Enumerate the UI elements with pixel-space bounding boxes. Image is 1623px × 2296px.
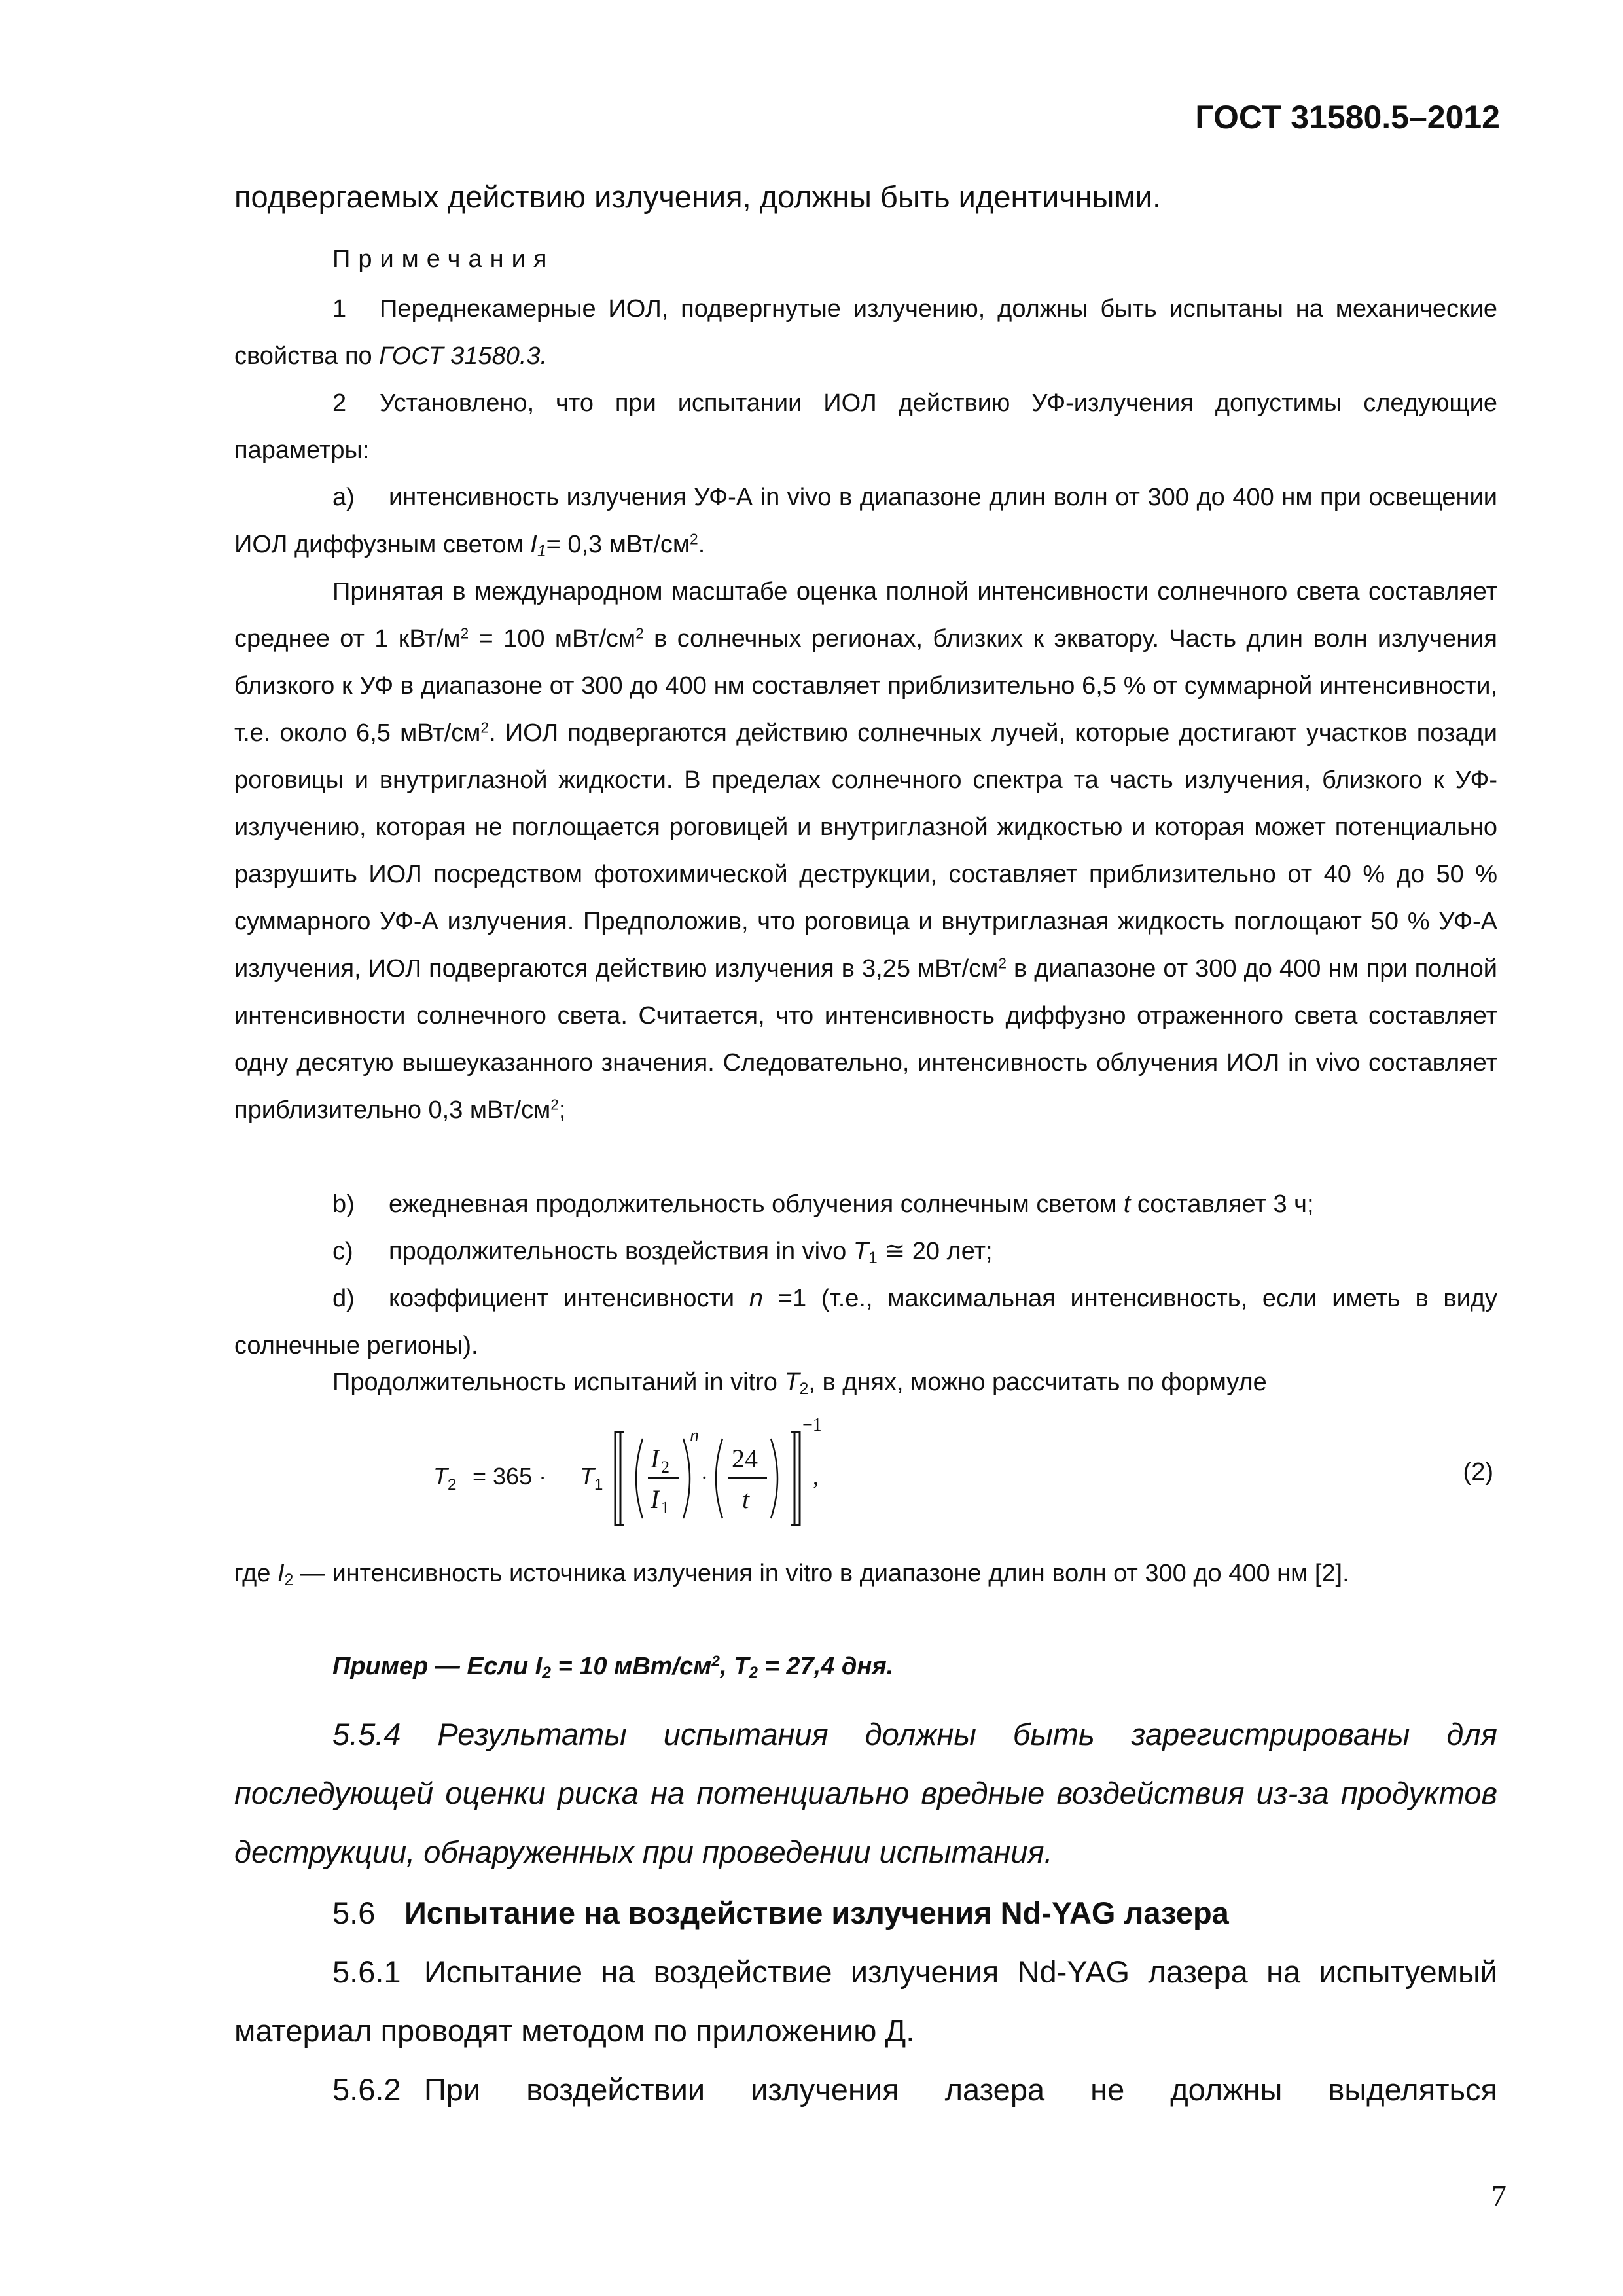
text-run: в диапазоне от 300 до 400 нм при полной интенсивности солнечного света. Считается, что интенсивность диффузно отраженного света составляет одну десятую вышеуказанного значения. Следовательно, интенсивность облучения ИОЛ in vivo составляет приблизительно 0,3 мВт/см xyxy=(234,955,1498,1124)
formula-lhs-symbol: T xyxy=(433,1463,448,1490)
formula-t1-symbol: T xyxy=(580,1463,594,1490)
formula-equals-constant: = 365 · xyxy=(473,1463,547,1490)
where-lead: где xyxy=(234,1560,278,1587)
fraction-denominator-symbol: I xyxy=(651,1484,660,1514)
clause-number: 5.6.2 xyxy=(332,2072,401,2107)
symbol-subscript: 2 xyxy=(799,1380,809,1399)
section-title: Испытание на воздействие излучения Nd-YAG лазера xyxy=(404,1895,1229,1930)
list-item-c-text: продолжительность воздействия in vivo xyxy=(389,1238,853,1265)
list-item-d-value: =1 (т.е., максимальная интенсивность, если иметь в виду солнечные регионы). xyxy=(234,1285,1497,1359)
fraction-numerator-symbol: I xyxy=(651,1444,660,1473)
clause-5-6-2 xyxy=(234,2060,1497,2119)
symbol: t xyxy=(1123,1191,1131,1218)
example-line xyxy=(234,1643,1497,1690)
list-letter: c) xyxy=(332,1238,353,1265)
note-1-text: Переднекамерные ИОЛ, подвергнутые излучению, должны быть испытаны на механические свойства по xyxy=(234,295,1497,370)
exponent-n: n xyxy=(690,1426,699,1446)
list-item-d-text: коэффициент интенсивности xyxy=(389,1285,749,1312)
list-item-a xyxy=(234,474,1497,568)
superscript: 2 xyxy=(550,1096,559,1113)
calculation-intro xyxy=(234,1359,1497,1406)
example-text: , T xyxy=(719,1653,749,1680)
symbol-subscript: 1 xyxy=(868,1249,878,1268)
symbol: I xyxy=(277,1560,285,1587)
subscript: 2 xyxy=(542,1664,551,1683)
symbol-subscript: 2 xyxy=(284,1571,294,1590)
superscript: 2 xyxy=(460,624,469,642)
note-number: 2 xyxy=(332,389,347,417)
list-item-b-text: ежедневная продолжительность облучения солнечным светом xyxy=(389,1191,1124,1218)
where-definition-text: — интенсивность источника излучения in vitro в диапазоне длин волн от 300 до 400 нм [2]. xyxy=(293,1560,1349,1587)
note-number: 1 xyxy=(332,295,347,323)
note-1 xyxy=(234,285,1497,380)
symbol: n xyxy=(749,1285,764,1312)
list-item-d xyxy=(234,1275,1497,1369)
formula-trailing-comma: , xyxy=(813,1463,819,1490)
section-number: 5.6 xyxy=(332,1895,376,1930)
list-item-c-value: ≅ 20 лет; xyxy=(877,1238,993,1265)
formula-2 xyxy=(433,1414,1493,1532)
note-2 xyxy=(234,380,1497,474)
note-2-text: Установлено, что при испытании ИОЛ действию УФ-излучения допустимы следующие параметры: xyxy=(234,389,1497,464)
list-letter: d) xyxy=(332,1285,355,1312)
symbol: I xyxy=(530,531,537,558)
calculation-intro-text: Продолжительность испытаний in vitro xyxy=(332,1369,785,1396)
symbol-subscript: 1 xyxy=(537,543,546,561)
formula-number: (2) xyxy=(1463,1458,1493,1486)
fraction-numerator-subscript: 2 xyxy=(661,1458,669,1477)
superscript: 2 xyxy=(635,624,644,642)
formula-lhs-subscript: 2 xyxy=(448,1476,457,1494)
superscript: 2 xyxy=(998,954,1007,972)
document-code-header: ГОСТ 31580.5–2012 xyxy=(1195,99,1500,135)
symbol: T xyxy=(853,1238,869,1265)
outer-exponent: −1 xyxy=(802,1415,822,1435)
clause-text: Испытание на воздействие излучения Nd-YAG лазера на испытуемый материал проводят методом по приложению Д. xyxy=(234,1954,1497,2048)
text-run: ; xyxy=(558,1096,566,1124)
explanatory-paragraph xyxy=(234,568,1497,1134)
fraction-denominator-subscript: 1 xyxy=(661,1498,669,1517)
notes-heading: Примечания xyxy=(332,245,555,273)
text-run: Принятая в международном масштабе оценка полной интенсивности солнечного света составляет среднее от 1 кВт/м xyxy=(234,578,1497,653)
superscript: 2 xyxy=(690,530,698,548)
text-run: в солнечных регионах, близких к экватору. Часть длин волн излучения близкого к УФ в диапазоне от 300 до 400 нм составляет приблизительно 6,5 % от суммарной интенсивности, т.е. около 6,5 мВт/см xyxy=(234,625,1498,747)
section-5-6-heading xyxy=(234,1884,1497,1943)
example-text: = 27,4 дня. xyxy=(758,1653,894,1680)
formula-expression xyxy=(433,1414,891,1532)
example-text: = 10 мВт/см xyxy=(550,1653,712,1680)
multiplication-dot: · xyxy=(701,1465,708,1489)
list-item-c xyxy=(234,1228,1497,1275)
list-letter: b) xyxy=(332,1191,355,1218)
formula-t1-subscript: 1 xyxy=(594,1476,603,1494)
text-run: = 100 мВт/см xyxy=(469,625,636,653)
clause-number: 5.6.1 xyxy=(332,1954,401,1989)
subscript: 2 xyxy=(749,1664,758,1683)
text-run: . ИОЛ подвергаются действию солнечных лучей, которые достигают участков позади роговицы и внутриглазной жидкости. В пределах солнечного спектра та часть излучения, близкого к УФ-излучению, которая не поглощается роговицей и внутриглазной жидкостью и которая может потенциально разрушить ИОЛ посредством фотохимической деструкции, составляет приблизительно от 40 % до 50 % суммарного УФ-А излучения. Предположив, что роговица и внутриглазная жидкость поглощают 50 % УФ-А излучения, ИОЛ подвергаются действию излучения в 3,25 мВт/см xyxy=(234,719,1497,982)
punctuation: . xyxy=(698,531,705,558)
example-text: Пример — Если I xyxy=(332,1653,543,1680)
note-1-reference: ГОСТ 31580.3. xyxy=(379,342,548,370)
list-item-a-text: интенсивность излучения УФ-А in vivo в диапазоне длин волн от 300 до 400 нм при освещении ИОЛ диффузным светом xyxy=(234,484,1497,558)
symbol: T xyxy=(784,1369,800,1396)
clause-5-6-1 xyxy=(234,1943,1497,2060)
superscript: 2 xyxy=(480,719,490,736)
list-item-a-value: = 0,3 мВт/см xyxy=(546,531,690,558)
superscript: 2 xyxy=(711,1652,720,1670)
page-number: 7 xyxy=(1491,2179,1507,2212)
clause-5-5-4: 5.5.4 Результаты испытания должны быть зарегистрированы для последующей оценки риска на потенциально вредные воздействия из-за продуктов деструкции, обнаруженных при проведении испытания. xyxy=(234,1717,1497,1869)
fraction-numerator-24: 24 xyxy=(732,1444,758,1473)
calculation-intro-text-end: , в днях, можно рассчитать по формуле xyxy=(808,1369,1267,1396)
continuation-paragraph: подвергаемых действию излучения, должны быть идентичными. xyxy=(234,179,1162,214)
list-letter: a) xyxy=(332,484,355,511)
list-item-b xyxy=(234,1181,1497,1228)
fraction-denominator-t: t xyxy=(742,1484,750,1514)
clause-text: При воздействии излучения лазера не должны выделяться xyxy=(424,2072,1497,2107)
list-item-b-value: составляет 3 ч; xyxy=(1130,1191,1314,1218)
where-definition xyxy=(234,1550,1497,1597)
